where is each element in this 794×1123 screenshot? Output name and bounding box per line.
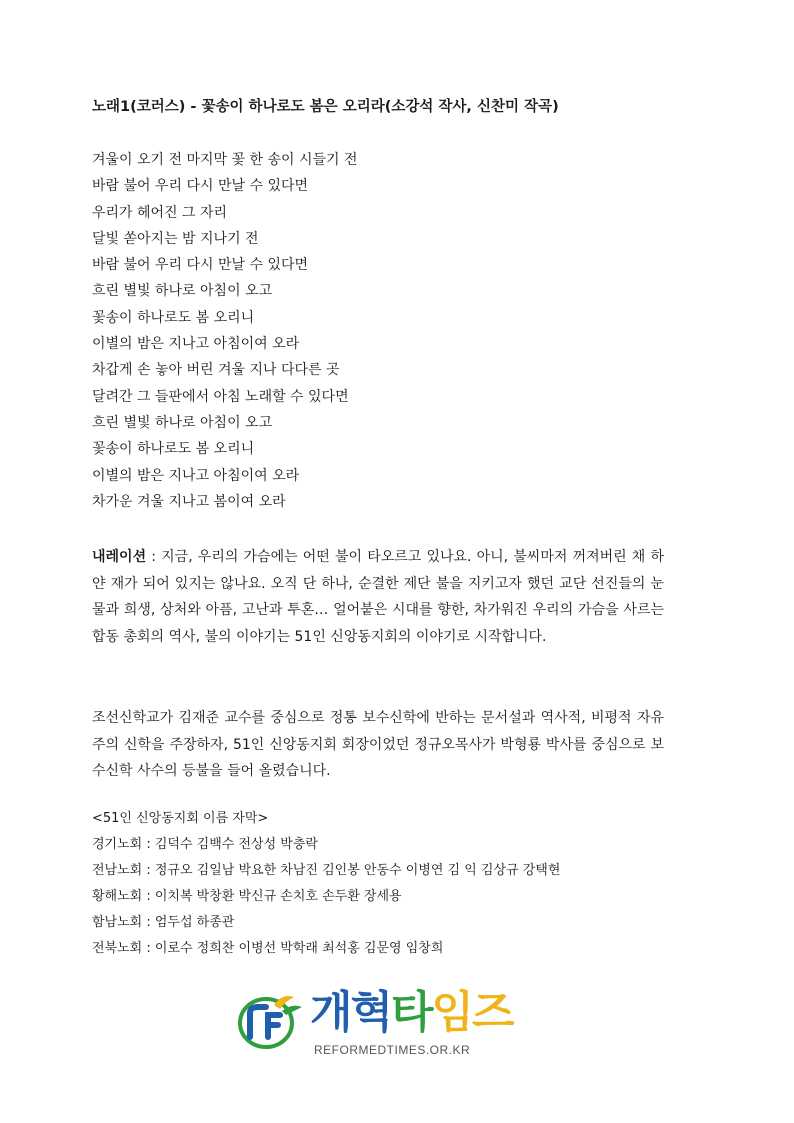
lyric-line: 꽃송이 하나로도 봄 오리니 [92,441,255,458]
reformedtimes-logo-icon [236,991,306,1051]
lyric-line: 이별의 밤은 지나고 아침이여 오라 [92,467,300,484]
lyric-line: 바람 불어 우리 다시 만날 수 있다면 [92,178,309,195]
members-heading: <51인 신앙동지회 이름 자막> [92,811,269,826]
lyric-line: 겨울이 오기 전 마지막 꽃 한 송이 시들기 전 [92,152,358,168]
lyric-line: 우리가 헤어진 그 자리 [92,204,228,221]
members-row: 전북노회 : 이로수 정희찬 이병선 박학래 최석홍 김문영 임창희 [92,941,444,956]
lyric-line: 흐린 별빛 하나로 아침이 오고 [92,283,273,300]
logo-wordmark: 개혁타임즈 [310,987,513,1038]
lyric-line: 차가운 겨울 지나고 봄이여 오라 [92,493,286,510]
lyric-line: 달려간 그 들판에서 아침 노래할 수 있다면 [92,388,349,405]
lyric-line: 차갑게 손 놓아 버린 겨울 지나 다다른 곳 [92,362,340,379]
lyrics-list [92,147,358,515]
lyric-line: 바람 불어 우리 다시 만날 수 있다면 [92,257,309,274]
narration-paragraph [92,544,664,650]
lyric-line: 이별의 밤은 지나고 아침이여 오라 [92,336,300,353]
document-title: 노래1(코러스) - 꽃송이 하나로도 봄은 오리라(소강석 작사, 신찬미 작곡) [92,99,559,115]
lyric-line: 달빛 쏟아지는 밤 지나기 전 [92,230,259,247]
lyric-line: 꽃송이 하나로도 봄 오리니 [92,309,255,326]
logo-url: REFORMEDTIMES.OR.KR [314,1043,471,1057]
members-row: 함남노회 : 엄두섭 하종관 [92,915,235,930]
narration-label: 내레이션 [92,549,147,565]
narration-text: : 지금, 우리의 가슴에는 어떤 불이 타오르고 있나요. 아니, 불씨마저 꺼져버린 채 하얀 재가 되어 있지는 않나요. 오직 단 하나, 순결한 제단 불을 지키고자 했던 교단 선진들의 눈물과 희생, 상처와 아픔, 고난과 투혼… 얼어붙은 시대를 향한, 차가워진 우리의 가슴을 사르는 합동 총회의 역사, 불의 이야기는 51인 신앙동지회의 이야기로 시작합니다. [92,549,664,645]
lyric-line: 흐린 별빛 하나로 아침이 오고 [92,414,273,431]
reformedtimes-logo [236,985,546,1065]
members-row: 전남노회 : 정규오 김일남 박요한 차남진 김인봉 안동수 이병연 김 익 김상규 강택현 [92,863,561,878]
history-paragraph: 조선신학교가 김재준 교수를 중심으로 정통 보수신학에 반하는 문서설과 역사적, 비평적 자유주의 신학을 주장하자, 51인 신앙동지회 회장이었던 정규오목사가 박형룡 박사를 중심으로 보수신학 사수의 등불을 들어 올렸습니다. [92,710,664,779]
members-list [92,806,560,962]
members-row: 경기노회 : 김덕수 김백수 전상성 박충락 [92,837,318,852]
members-row: 황해노회 : 이치복 박창환 박신규 손치호 손두환 장세용 [92,889,402,904]
